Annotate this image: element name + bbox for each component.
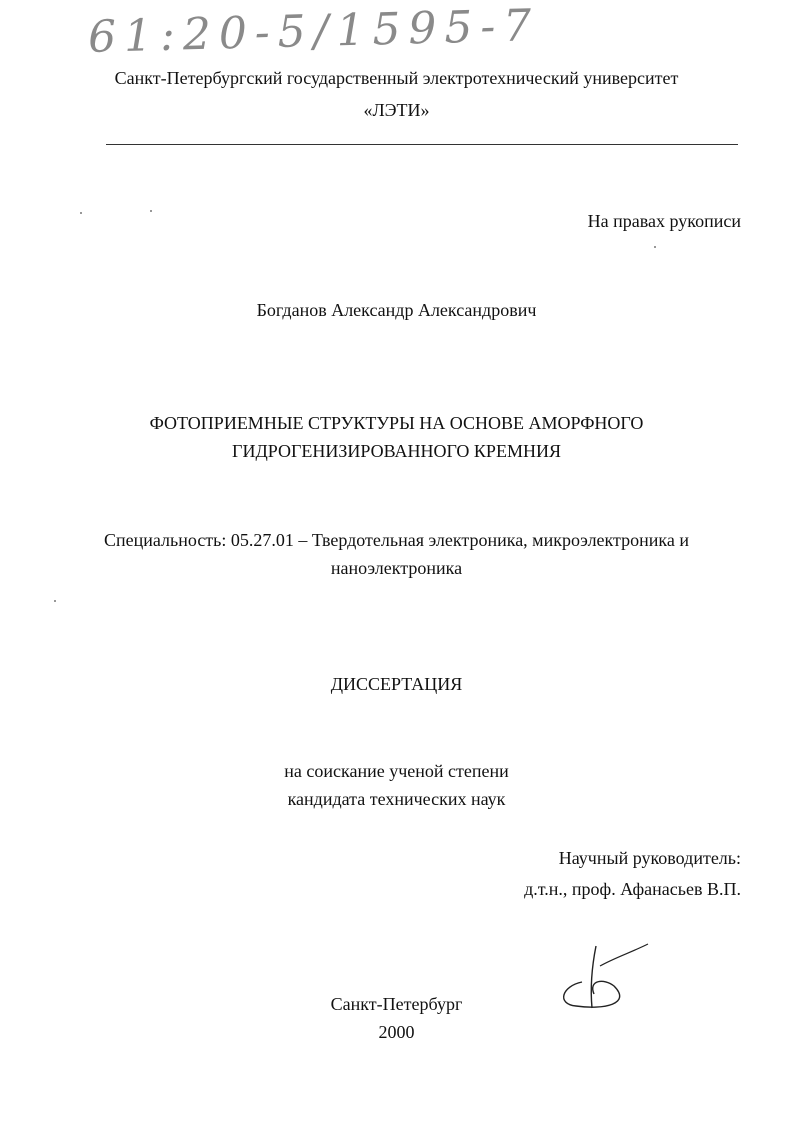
supervisor-label: Научный руководитель: (558, 848, 741, 868)
author-name: Богданов Александр Александрович (256, 300, 537, 320)
thesis-title-line-2: ГИДРОГЕНИЗИРОВАННОГО КРЕМНИЯ (232, 441, 561, 461)
year: 2000 (378, 1022, 415, 1042)
degree-line-2: кандидата технических наук (287, 789, 506, 809)
degree-line-1: на соискание ученой степени (284, 761, 509, 781)
specialty-line-1: Специальность: 05.27.01 – Твердотельная электроника, микроэлектроника и (104, 530, 689, 550)
thesis-title-line-1: ФОТОПРИЕМНЫЕ СТРУКТУРЫ НА ОСНОВЕ АМОРФНОГО (149, 413, 644, 433)
rights-note: На правах рукописи (587, 211, 741, 231)
university-abbreviation: «ЛЭТИ» (363, 100, 430, 120)
scan-speck (80, 212, 82, 214)
university-name: Санкт-Петербургский государственный электротехнический университет (114, 68, 679, 88)
specialty-line-2: наноэлектроника (330, 558, 463, 578)
scan-speck (54, 600, 56, 602)
scan-speck (150, 210, 152, 212)
handwritten-archive-number: 61:20-5/1595-7 (87, 0, 540, 63)
document-type: ДИССЕРТАЦИЯ (330, 674, 463, 694)
scan-speck (654, 246, 656, 248)
header-divider (106, 144, 738, 145)
supervisor-name: д.т.н., проф. Афанасьев В.П. (524, 879, 741, 899)
city: Санкт-Петербург (330, 994, 463, 1014)
